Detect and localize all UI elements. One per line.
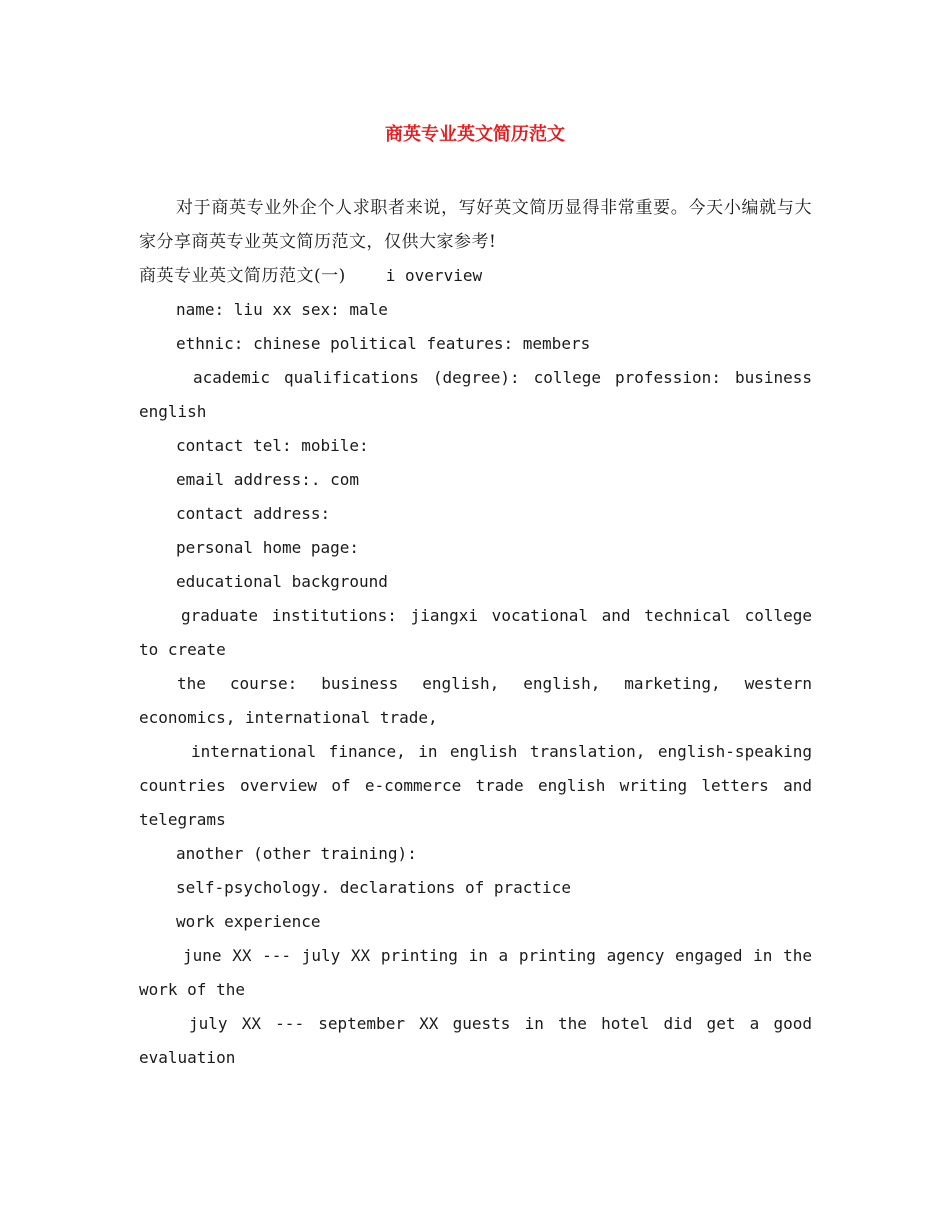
section-heading-en: i overview — [385, 266, 483, 285]
contact-tel-line: contact tel: mobile: — [176, 436, 369, 455]
course-continued-line: international finance, in english translation, english-speaking countries overview of e-commerce trade english writing letters and telegrams — [139, 742, 812, 829]
education-heading: educational background — [176, 572, 388, 591]
work-experience-heading: work experience — [176, 912, 321, 931]
contact-address-line: contact address: — [176, 504, 331, 523]
section-heading — [139, 259, 812, 293]
document-body — [139, 191, 812, 1075]
qualifications-line: academic qualifications (degree): college profession: business english — [139, 368, 812, 421]
home-page-line: personal home page: — [176, 538, 360, 557]
self-psychology-line: self-psychology. declarations of practice — [176, 878, 571, 897]
document-title: 商英专业英文简历范文 — [385, 124, 565, 145]
institution-line: graduate institutions: jiangxi vocational and technical college to create — [139, 606, 812, 659]
other-training-line: another (other training): — [176, 844, 417, 863]
course-line: the course: business english, english, marketing, western economics, international trade, — [139, 674, 812, 727]
name-sex-line: name: liu xx sex: male — [176, 300, 388, 319]
ethnic-line: ethnic: chinese political features: members — [176, 334, 591, 353]
section-heading-cn: 商英专业英文简历范文(一) — [139, 266, 346, 286]
work-entry-1: june XX --- july XX printing in a printing agency engaged in the work of the — [139, 946, 812, 999]
work-entry-2: july XX --- september XX guests in the hotel did get a good evaluation — [139, 1014, 812, 1067]
email-line: email address:. com — [176, 470, 360, 489]
intro-paragraph: 对于商英专业外企个人求职者来说，写好英文简历显得非常重要。今天小编就与大家分享商英专业英文简历范文，仅供大家参考! — [139, 198, 812, 252]
